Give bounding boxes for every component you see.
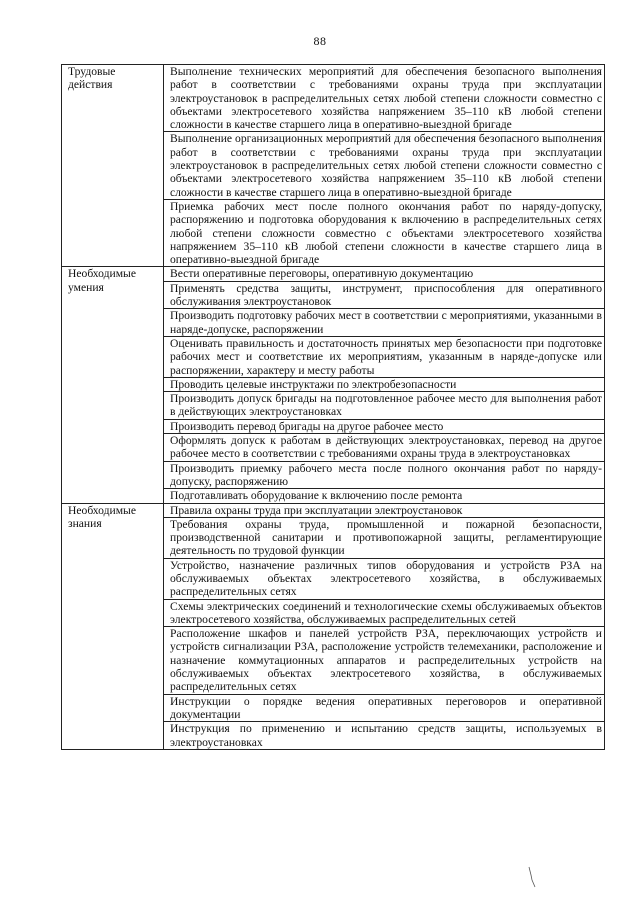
requirement-cell: Производить перевод бригады на другое рабочее место [164, 419, 605, 433]
labor-function-table [61, 64, 605, 750]
table-row [62, 267, 605, 281]
requirement-cell: Расположение шкафов и панелей устройств РЗА, переключающих устройств и устройств сигнализации РЗА, расположение устройств телемеханики, расположение и назначение коммутационных аппаратов и распределительных устройств на обслуживаемых объектах электросетевого хозяйства, в обслуживаемых распределительных сетях [164, 627, 605, 694]
requirement-cell: Производить подготовку рабочих мест в соответствии с мероприятиями, указанными в наряде-допуске, распоряжении [164, 309, 605, 337]
requirement-cell: Оценивать правильность и достаточность принятых мер безопасности при подготовке рабочих мест и соответствие их мероприятиям, указанным в наряде-допуске или распоряжении, характеру и месту работы [164, 336, 605, 377]
category-cell: Необходимые умения [62, 267, 164, 503]
requirement-cell: Правила охраны труда при эксплуатации электроустановок [164, 503, 605, 517]
requirement-cell: Применять средства защиты, инструмент, приспособления для оперативного обслуживания электроустановок [164, 281, 605, 309]
requirement-cell: Выполнение организационных мероприятий для обеспечения безопасного выполнения работ в соответствии с требованиями охраны труда при эксплуатации электроустановок в распределительных сетях любой степени сложности совместно с объектами электросетевого хозяйства напряжением 35–110 кВ любой степени сложности в качестве старшего лица в оперативно-выездной бригаде [164, 132, 605, 199]
requirement-cell: Требования охраны труда, промышленной и пожарной безопасности, производственной санитарии и противопожарной защиты, регламентирующие деятельность по трудовой функции [164, 517, 605, 558]
requirement-cell: Выполнение технических мероприятий для обеспечения безопасного выполнения работ в соответствии с требованиями охраны труда при эксплуатации электроустановок в распределительных сетях любой степени сложности совместно с объектами электросетевого хозяйства напряжением 35–110 кВ любой степени сложности в качестве старшего лица в оперативно-выездной бригаде [164, 65, 605, 132]
requirement-cell: Вести оперативные переговоры, оперативную документацию [164, 267, 605, 281]
requirement-cell: Инструкция по применению и испытанию средств защиты, используемых в электроустановках [164, 722, 605, 750]
page-number: 88 [313, 34, 327, 48]
requirement-cell: Производить приемку рабочего места после полного окончания работ по наряду-допуску, распоряжению [164, 461, 605, 489]
requirement-cell: Проводить целевые инструктажи по электробезопасности [164, 377, 605, 391]
category-cell: Необходимые знания [62, 503, 164, 749]
category-cell: Трудовые действия [62, 65, 164, 267]
requirement-cell: Устройство, назначение различных типов оборудования и устройств РЗА на обслуживаемых объектах электросетевого хозяйства, в обслуживаемых распределительных сетях [164, 558, 605, 599]
requirement-cell: Подготавливать оборудование к включению после ремонта [164, 489, 605, 503]
requirement-cell: Приемка рабочих мест после полного окончания работ по наряду-допуску, распоряжению и подготовка оборудования к включению в распределительных сетях любой степени сложности совместно с объектами электросетевого хозяйства напряжением 35–110 кВ любой степени сложности в качестве старшего лица в оперативно-выездной бригаде [164, 199, 605, 266]
requirement-cell: Оформлять допуск к работам в действующих электроустановках, перевод на другое рабочее место в соответствии с требованиями охраны труда в электроустановках [164, 434, 605, 462]
requirement-cell: Инструкции о порядке ведения оперативных переговоров и оперативной документации [164, 694, 605, 722]
table-row [62, 65, 605, 132]
table-body [62, 65, 605, 750]
pen-mark [527, 866, 537, 888]
requirement-cell: Схемы электрических соединений и технологические схемы обслуживаемых объектов электросетевого хозяйства, обслуживаемых распределительных сетей [164, 599, 605, 627]
table-row [62, 503, 605, 517]
requirement-cell: Производить допуск бригады на подготовленное рабочее место для выполнения работ в действующих электроустановках [164, 392, 605, 420]
